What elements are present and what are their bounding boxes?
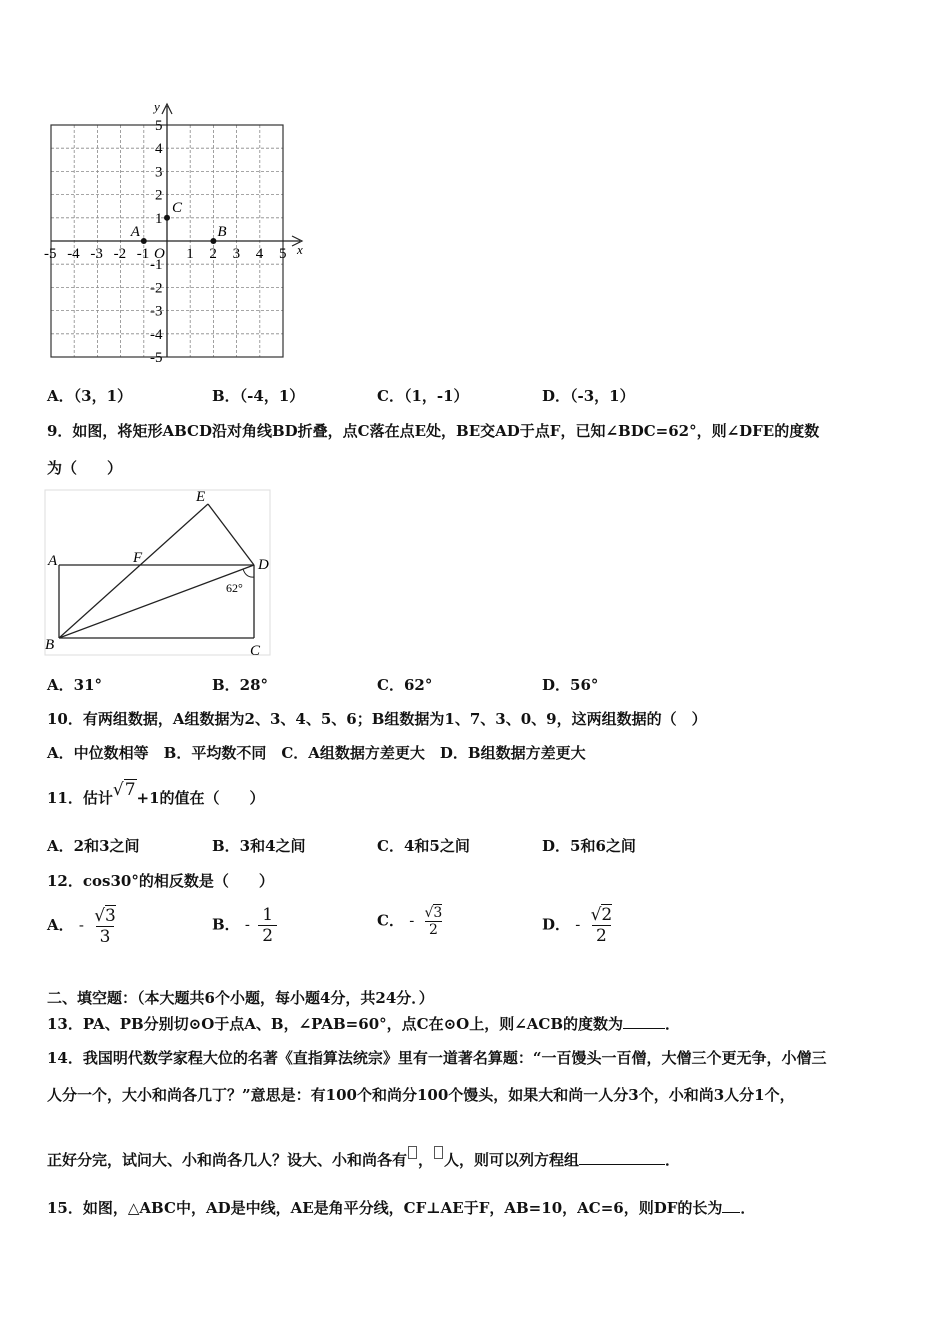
segment-bd (59, 565, 254, 638)
numerator: 1 (262, 905, 274, 925)
q10-options[interactable]: A．中位数相等 B．平均数不同 C．A组数据方差更大 D．B组数据方差更大 (47, 744, 586, 762)
q14-line3-text2: 人，则可以列方程组 (444, 1151, 580, 1169)
x-tick-label: 3 (232, 246, 241, 262)
point-a (141, 238, 147, 244)
option-label: D． (542, 915, 571, 934)
q15-answer-blank[interactable] (722, 1212, 740, 1213)
angle-arc (243, 569, 254, 577)
q9-stem-line2: 为（ ） (47, 459, 123, 477)
q14-line3-text: 正好分完，试问大、小和尚各几人？设大、小和尚各有 (47, 1151, 408, 1169)
q9-stem-line1: 9．如图，将矩形ABCD沿对角线BD折叠，点C落在点E处，BE交AD于点F，已知∠BDC=62°，则∠DFE的度数 (47, 422, 820, 440)
variable-placeholder-icon (408, 1146, 417, 1159)
label-f: F (133, 550, 143, 566)
q11-option-c[interactable]: C．4和5之间 (377, 837, 470, 855)
q13-answer-blank[interactable] (623, 1028, 665, 1029)
denominator: 2 (592, 925, 611, 946)
y-tick-label: 1 (155, 210, 163, 227)
y-tick-label: 4 (155, 141, 163, 158)
q13-text: 13．PA、PB分别切⊙O于点A、B，∠PAB=60°，点C在⊙O上，则∠ACB的度数为 (47, 1015, 624, 1033)
q11-stem-pre: 11．估计 (47, 789, 113, 807)
x-tick-label: 2 (209, 246, 217, 262)
y-tick-label: -3 (150, 303, 163, 320)
x-tick-label: -5 (44, 246, 57, 262)
point-b (210, 238, 216, 244)
q14-line2: 人分一个，大小和尚各几丁？”意思是：有100个和尚分100个馒头，如果大和尚一人分3个，小和尚3人分1个， (47, 1086, 795, 1104)
fraction (589, 905, 615, 946)
y-tick-label: -2 (150, 280, 163, 297)
q9-option-d[interactable]: D．56° (542, 676, 599, 694)
q8-option-b[interactable]: B．（-4，1） (212, 387, 305, 405)
x-tick-label: -3 (90, 246, 103, 262)
q11-radicand: 7 (124, 780, 136, 800)
denominator: 2 (258, 925, 277, 946)
fraction (423, 905, 445, 938)
option-label: C． (377, 911, 404, 930)
q10-stem: 10．有两组数据，A组数据为2、3、4、5、6；B组数据为1、7、3、0、9，这两组数据的（ ） (47, 710, 707, 728)
y-tick-label: -1 (150, 257, 163, 274)
q11-option-a[interactable]: A．2和3之间 (47, 837, 140, 855)
sqrt-expression: √7 (112, 780, 136, 800)
x-tick-label: -1 (136, 246, 150, 262)
q11-option-d[interactable]: D．5和6之间 (542, 837, 636, 855)
minus-sign: - (575, 915, 581, 934)
segment-be (59, 504, 208, 638)
q9-option-a[interactable]: A．31° (47, 676, 103, 694)
q11-stem-post: +1的值在（ ） (136, 789, 265, 807)
minus-sign: - (409, 911, 415, 930)
variable-placeholder-icon (434, 1146, 443, 1159)
y-axis-label: y (154, 100, 160, 114)
label-c: C (250, 643, 261, 659)
x-tick-label: -2 (113, 246, 127, 262)
q15-stem (47, 1197, 755, 1218)
x-tick-labels (44, 246, 287, 262)
q9-option-c[interactable]: C．62° (377, 676, 433, 694)
section-title: 二、填空题：（本大题共6个小题，每小题4分，共24分．） (47, 989, 434, 1007)
option-label: A． (47, 916, 74, 934)
segment-ed (208, 504, 254, 565)
point-label-b: B (217, 224, 227, 240)
minus-sign: - (78, 916, 84, 934)
y-tick-label: 3 (155, 164, 163, 181)
q12-stem: 12．cos30°的相反数是（ ） (47, 872, 274, 890)
q14-answer-blank[interactable] (579, 1164, 665, 1165)
x-tick-label: -4 (67, 246, 80, 262)
angle-label: 62° (226, 581, 243, 595)
x-tick-label: 1 (186, 246, 194, 262)
q12-option-c[interactable] (377, 905, 447, 938)
graph-points (130, 200, 227, 244)
option-label: B． (212, 915, 240, 934)
minus-sign: - (244, 915, 250, 934)
q8-option-d[interactable]: D．（-3，1） (542, 387, 635, 405)
q9-fold-figure (40, 485, 280, 660)
q14-line3 (47, 1146, 680, 1170)
q9-option-b[interactable]: B．28° (212, 676, 269, 694)
point-c (164, 215, 170, 221)
q8-option-a[interactable]: A．（3，1） (47, 387, 133, 405)
point-label-a: A (130, 224, 140, 240)
y-tick-label: -4 (150, 326, 163, 343)
numerator: √2 (590, 905, 613, 925)
numerator: √3 (94, 906, 116, 926)
q13-period: ． (665, 1015, 681, 1033)
q15-text: 15．如图，△ABC中，AD是中线，AE是角平分线，CF⊥AE于F，AB=10，AC=6，则DF的长为 (47, 1199, 723, 1217)
q14-comma: ， (418, 1151, 434, 1169)
y-tick-label: 2 (155, 187, 163, 204)
y-tick-label: 5 (155, 118, 163, 134)
label-a: A (48, 553, 58, 569)
fraction (92, 905, 118, 947)
q8-coordinate-graph (40, 100, 320, 370)
q11-option-b[interactable]: B．3和4之间 (212, 837, 306, 855)
q14-line1: 14．我国明代数学家程大位的名著《直指算法统宗》里有一道著名算题：“一百馒头一百僧，大僧三个更无争，小僧三 (47, 1049, 827, 1067)
q13-stem (47, 1013, 680, 1034)
label-d: D (258, 557, 269, 573)
x-axis-label: x (297, 242, 303, 257)
y-tick-label: -5 (150, 350, 163, 366)
q12-option-b[interactable] (212, 905, 280, 946)
q12-option-a[interactable] (47, 905, 121, 947)
numerator: √3 (424, 905, 443, 921)
label-b: B (45, 637, 55, 653)
x-tick-label: 5 (279, 246, 287, 262)
point-label-c: C (172, 199, 183, 216)
label-e: E (196, 489, 206, 505)
q11-stem (47, 780, 265, 810)
x-tick-label: 4 (255, 246, 264, 262)
fraction (258, 905, 277, 946)
q8-option-c[interactable]: C．（1，-1） (377, 387, 469, 405)
q15-period: ． (740, 1199, 756, 1217)
denominator: 3 (96, 926, 115, 947)
y-tick-labels (150, 118, 163, 366)
q12-option-d[interactable] (542, 905, 617, 946)
q14-period: ． (665, 1151, 681, 1169)
origin-label: O (154, 246, 165, 262)
denominator: 2 (425, 921, 442, 938)
